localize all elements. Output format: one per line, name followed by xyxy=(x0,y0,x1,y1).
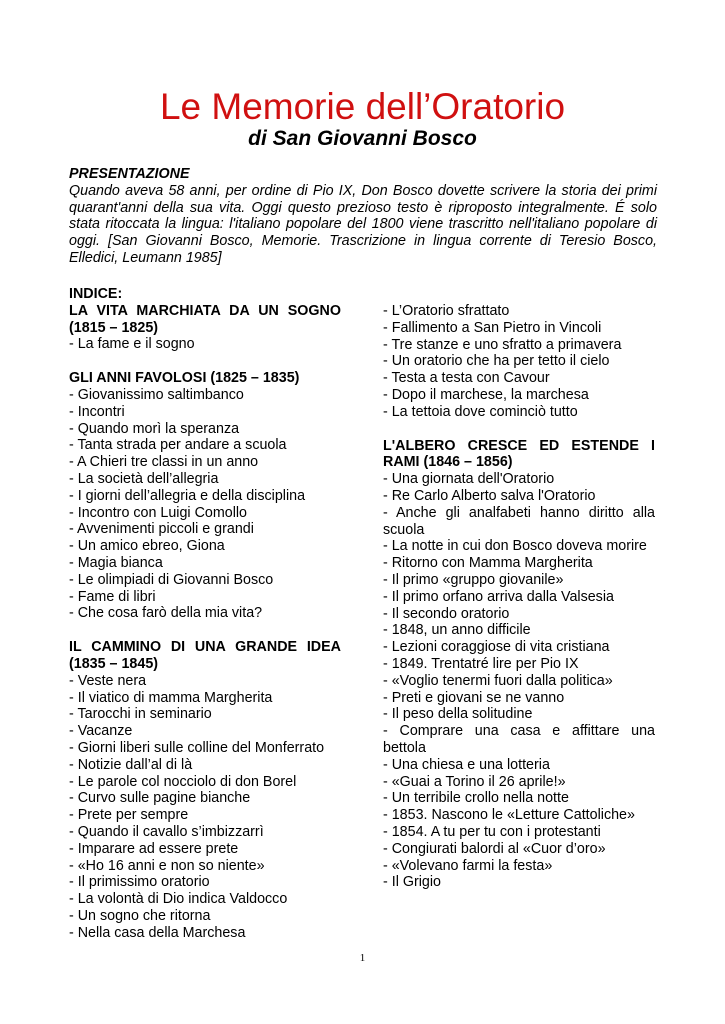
document-subtitle: di San Giovanni Bosco xyxy=(248,127,477,150)
index-entry: - Una giornata dell'Oratorio xyxy=(383,471,555,488)
presentation-body: Quando aveva 58 anni, per ordine di Pio IX, Don Bosco dovette scrivere la storia dei primi quarant'anni della sua vita. Oggi questo prezioso testo è riproposto integralmente. É solo stata ritoccata la lingua: l'italiano popolare del 1800 viene trascritto nell'italiano popolare di oggi. [San Giovanni Bosco, Memorie. Trascrizione in lingua corrente di Teresio Bosco, Elledici, Leumann 1985] xyxy=(69,182,657,266)
page-number: 1 xyxy=(359,952,366,964)
index-right-column xyxy=(383,303,655,908)
index-section-title: IL CAMMINO DI UNA GRANDE IDEA (1835 – 1845) xyxy=(69,639,341,672)
index-entry: - Nella casa della Marchesa xyxy=(69,924,246,941)
index-entry: - Magia bianca xyxy=(69,554,163,571)
index-entry: - La fame e il sogno xyxy=(69,336,195,353)
index-entry: - Il primissimo oratorio xyxy=(69,874,210,891)
index-entry: - Quando il cavallo s’imbizzarrì xyxy=(69,823,264,840)
index-entry: - La notte in cui don Bosco doveva morire xyxy=(383,538,647,555)
index-entry: - Anche gli analfabeti hanno diritto alla scuola xyxy=(383,504,655,538)
index-entry: - Le olimpiadi di Giovanni Bosco xyxy=(69,571,274,588)
index-entry: - Un oratorio che ha per tetto il cielo xyxy=(383,353,610,370)
index-section-title: L'ALBERO CRESCE ED ESTENDE I RAMI (1846 – 1856) xyxy=(383,437,655,471)
index-entry: - Lezioni coraggiose di vita cristiana xyxy=(383,639,610,656)
index-entry: - Una chiesa e una lotteria xyxy=(383,756,550,773)
index-entry: - Comprare una casa e affittare una bettola xyxy=(383,723,655,756)
index-entry: - A Chieri tre classi in un anno xyxy=(69,454,259,471)
index-entry: - «Volevano farmi la festa» xyxy=(383,857,553,874)
index-entry: - Incontro con Luigi Comollo xyxy=(69,504,248,521)
index-section xyxy=(69,370,341,622)
index-entry: - 1854. A tu per tu con i protestanti xyxy=(383,823,601,840)
index-entry: - Il secondo oratorio xyxy=(383,605,510,622)
index-entry: - Notizie dall’al di là xyxy=(69,756,193,773)
index-entry: - Un terribile crollo nella notte xyxy=(383,790,569,807)
index-entry: - Incontri xyxy=(69,403,125,420)
index-entry: - «Voglio tenermi fuori dalla politica» xyxy=(383,672,613,689)
index-entry: - La tettoia dove cominciò tutto xyxy=(383,403,578,420)
index-entry: - Il primo orfano arriva dalla Valsesia xyxy=(383,588,614,605)
index-left-column xyxy=(69,286,341,958)
index-section-title: GLI ANNI FAVOLOSI (1825 – 1835) xyxy=(69,370,300,387)
index-entry: - Congiurati balordi al «Cuor d’oro» xyxy=(383,840,606,857)
index-entry: - Avvenimenti piccoli e grandi xyxy=(69,521,254,538)
index-entry: - Vacanze xyxy=(69,723,133,740)
index-entry: - Dopo il marchese, la marchesa xyxy=(383,386,589,403)
presentation-section xyxy=(69,166,657,267)
index-entry: - Tarocchi in seminario xyxy=(69,706,212,723)
index-entry: - Ritorno con Mamma Margherita xyxy=(383,555,593,572)
index-entry: - Curvo sulle pagine bianche xyxy=(69,790,251,807)
index-entry: - Preti e giovani se ne vanno xyxy=(383,689,565,706)
index-entry: - Fame di libri xyxy=(69,588,156,605)
index-continued-entries xyxy=(383,303,655,421)
index-section-title: LA VITA MARCHIATA DA UN SOGNO (1815 – 1825) xyxy=(69,302,341,336)
index-entry: - Giovanissimo saltimbanco xyxy=(69,386,244,403)
index-sections-right xyxy=(383,438,655,892)
index-entry: - «Guai a Torino il 26 aprile!» xyxy=(383,773,566,790)
index-entry: - 1849. Trentatré lire per Pio IX xyxy=(383,655,579,672)
index-entry: - Giorni liberi sulle colline del Monferrato xyxy=(69,739,325,756)
index-entry: - Un amico ebreo, Giona xyxy=(69,538,225,555)
index-entry: - L’Oratorio sfrattato xyxy=(383,303,510,319)
index-entry: - Tanta strada per andare a scuola xyxy=(69,437,287,454)
index-entry: - Il Grigio xyxy=(383,874,441,891)
index-entry: - Fallimento a San Pietro in Vincoli xyxy=(383,319,602,336)
index-entry: - Imparare ad essere prete xyxy=(69,840,239,857)
presentation-heading: PRESENTAZIONE xyxy=(69,166,190,182)
index-section xyxy=(69,639,341,941)
index-entry: - Quando morì la speranza xyxy=(69,420,240,437)
index-entry: - La volontà di Dio indica Valdocco xyxy=(69,891,288,908)
index-section xyxy=(383,438,655,892)
index-entry: - Il peso della solitudine xyxy=(383,706,533,723)
index-entry: - 1848, un anno difficile xyxy=(383,622,531,639)
index-entry: - Re Carlo Alberto salva l'Oratorio xyxy=(383,487,596,504)
index-section xyxy=(69,303,341,353)
index-entry: - Il primo «gruppo giovanile» xyxy=(383,571,564,588)
index-entry: - Che cosa farò della mia vita? xyxy=(69,605,263,622)
document-title: Le Memorie dell’Oratorio xyxy=(159,86,566,127)
index-entry: - Prete per sempre xyxy=(69,807,189,824)
index-entry: - Tre stanze e uno sfratto a primavera xyxy=(383,336,622,353)
index-entry: - I giorni dell’allegria e della disciplina xyxy=(69,487,306,504)
index-entry: - Veste nera xyxy=(69,672,147,689)
index-entry: - Un sogno che ritorna xyxy=(69,907,211,924)
index-entry: - 1853. Nascono le «Letture Cattoliche» xyxy=(383,807,635,824)
index-entry: - Testa a testa con Cavour xyxy=(383,370,550,387)
index-sections-left xyxy=(69,303,341,942)
index-entry: - Le parole col nocciolo di don Borel xyxy=(69,773,297,790)
index-entry: - La società dell’allegria xyxy=(69,470,219,487)
index-entry: - «Ho 16 anni e non so niente» xyxy=(69,857,265,874)
index-heading: INDICE: xyxy=(69,286,123,302)
index-entry: - Il viatico di mamma Margherita xyxy=(69,689,273,706)
